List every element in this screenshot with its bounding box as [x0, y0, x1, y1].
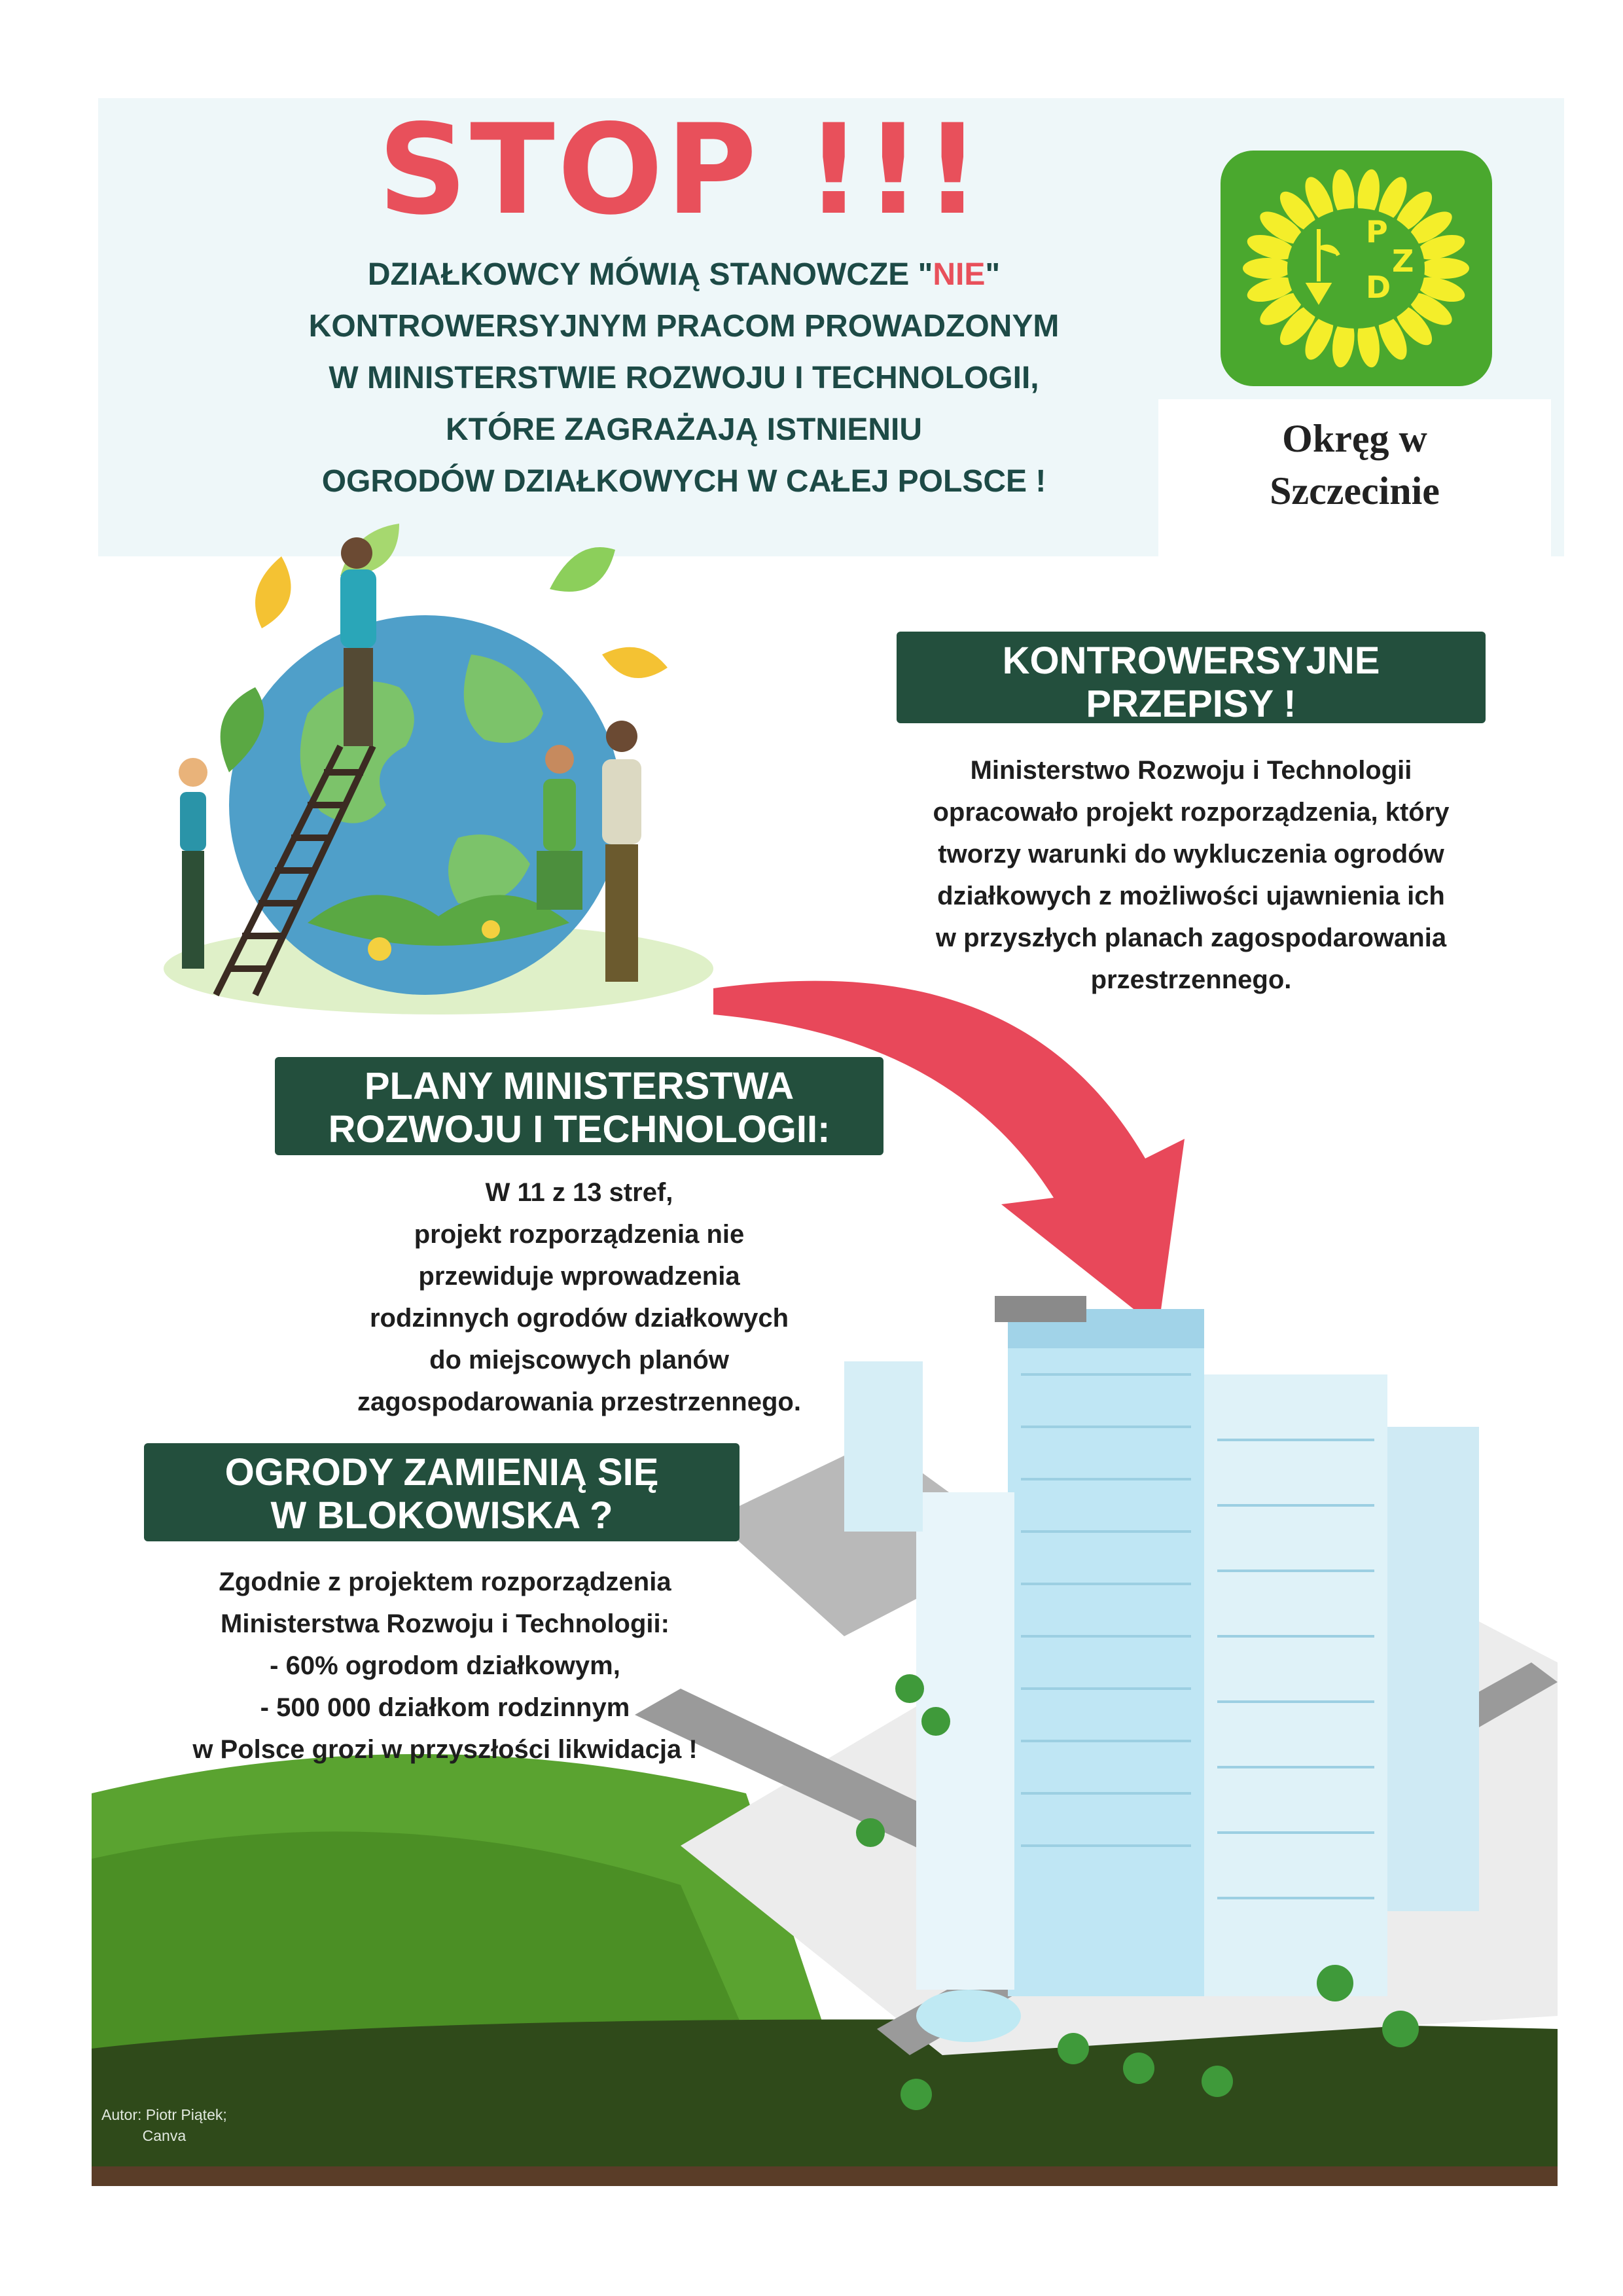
- pzd-letter: Z: [1392, 243, 1414, 279]
- pzd-letter: P: [1366, 214, 1388, 249]
- nie-emphasis: NIE: [933, 257, 986, 292]
- body-line: przestrzennego.: [1090, 965, 1292, 994]
- header-line-5: OGRODÓW DZIAŁKOWYCH W CAŁEJ POLSCE !: [321, 464, 1046, 499]
- banner-line: PLANY MINISTERSTWA: [364, 1065, 794, 1107]
- header-line-4: KTÓRE ZAGRAŻAJĄ ISTNIENIU: [445, 412, 922, 447]
- banner-line: PRZEPISY !: [1086, 683, 1296, 725]
- body-line: tworzy warunki do wykluczenia ogrodów: [938, 840, 1444, 869]
- banner-line: W BLOKOWISKA ?: [270, 1494, 613, 1537]
- body-line: Zgodnie z projektem rozporządzenia: [219, 1568, 671, 1596]
- body-line: - 500 000 działkom rodzinnym: [260, 1693, 630, 1722]
- banner-plany-ministerstwa: [275, 1057, 883, 1155]
- stop-title: STOP !!!: [378, 98, 984, 242]
- body-line: - 60% ogrodom działkowym,: [270, 1651, 620, 1680]
- banner-line: ROZWOJU I TECHNOLOGII:: [328, 1108, 830, 1151]
- body-line: w Polsce grozi w przyszłości likwidacja !: [192, 1735, 698, 1764]
- header-line-1: DZIAŁKOWCY MÓWIĄ STANOWCZE "NIE": [367, 257, 1001, 292]
- pzd-letter: D: [1366, 270, 1391, 305]
- author-credit: [101, 2104, 227, 2146]
- okreg-caption-line-1: Okręg w: [1282, 417, 1427, 460]
- header-statement: [249, 249, 1119, 507]
- banner-line: KONTROWERSYJNE: [1002, 639, 1380, 682]
- text-plany-ministerstwa: [275, 1172, 883, 1423]
- pzd-sunflower-logo-icon: [1221, 151, 1492, 386]
- header-line-2: KONTROWERSYJNYM PRACOM PROWADZONYM: [308, 309, 1060, 344]
- okreg-caption-line-2: Szczecinie: [1270, 469, 1440, 512]
- okreg-caption: [1158, 399, 1551, 556]
- header-line-3: W MINISTERSTWIE ROZWOJU I TECHNOLOGII,: [329, 361, 1039, 395]
- banner-ogrody-zamienia-sie: [144, 1443, 740, 1541]
- body-line: Ministerstwa Rozwoju i Technologii:: [221, 1609, 669, 1638]
- body-line: działkowych z możliwości ujawnienia ich: [937, 882, 1445, 910]
- body-line: zagospodarowania przestrzennego.: [357, 1388, 801, 1416]
- author-credit-line: Autor: Piotr Piątek;: [101, 2106, 227, 2123]
- author-credit-line: Canva: [142, 2127, 187, 2144]
- body-line: rodzinnych ogrodów działkowych: [369, 1304, 789, 1333]
- body-line: opracowało projekt rozporządzenia, który: [933, 798, 1450, 827]
- body-line: W 11 z 13 stref,: [485, 1178, 673, 1207]
- sunflower-petal: [1419, 258, 1469, 279]
- body-line: projekt rozporządzenia nie: [414, 1220, 745, 1249]
- people-planting-globe-illustration: [144, 497, 766, 1041]
- banner-line: OGRODY ZAMIENIĄ SIĘ: [224, 1451, 659, 1494]
- body-line: Ministerstwo Rozwoju i Technologii: [970, 756, 1412, 785]
- body-line: w przyszłych planach zagospodarowania: [935, 924, 1447, 952]
- text-kontrowersyjne-przepisy: [857, 749, 1525, 1001]
- sunflower-petal: [1243, 258, 1293, 279]
- banner-kontrowersyjne-przepisy: [897, 632, 1486, 723]
- body-line: do miejscowych planów: [429, 1346, 729, 1374]
- body-line: przewiduje wprowadzenia: [418, 1262, 740, 1291]
- text-ogrody-zamienia-sie: [105, 1561, 785, 1770]
